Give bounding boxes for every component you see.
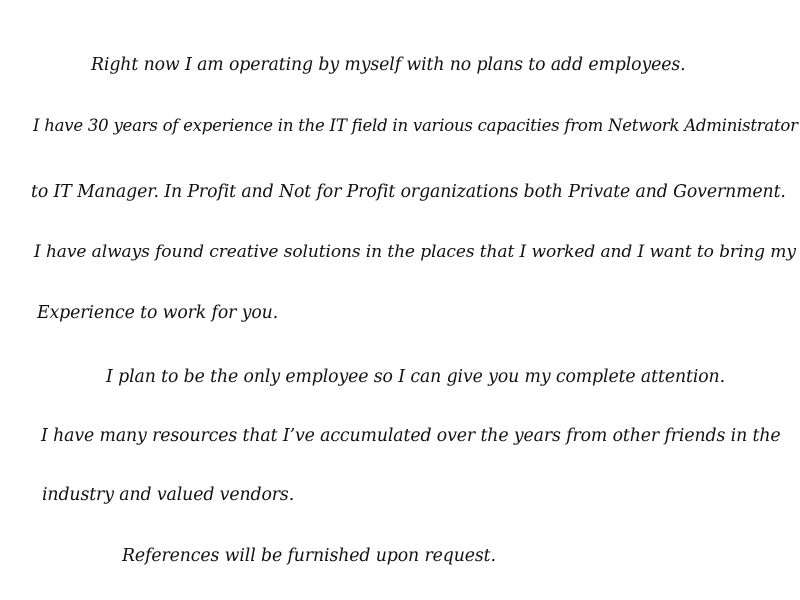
paragraph-resources-line-1: I have many resources that I’ve accumulated over the years from other friends in the: [41, 426, 781, 446]
paragraph-experience-line-2: to IT Manager. In Profit and Not for Profit organizations both Private and Government.: [31, 182, 786, 202]
paragraph-only-employee: I plan to be the only employee so I can give you my complete attention.: [106, 367, 725, 387]
paragraph-creative-solutions-line-1: I have always found creative solutions in the places that I worked and I want to bring my: [34, 242, 796, 262]
paragraph-creative-solutions-line-2: Experience to work for you.: [37, 303, 279, 323]
paragraph-resources-line-2: industry and valued vendors.: [42, 485, 295, 505]
paragraph-references: References will be furnished upon request.: [122, 546, 496, 566]
paragraph-operating-solo: Right now I am operating by myself with no plans to add employees.: [91, 55, 686, 75]
paragraph-experience-line-1: I have 30 years of experience in the IT field in various capacities from Network Administrator: [33, 116, 798, 135]
